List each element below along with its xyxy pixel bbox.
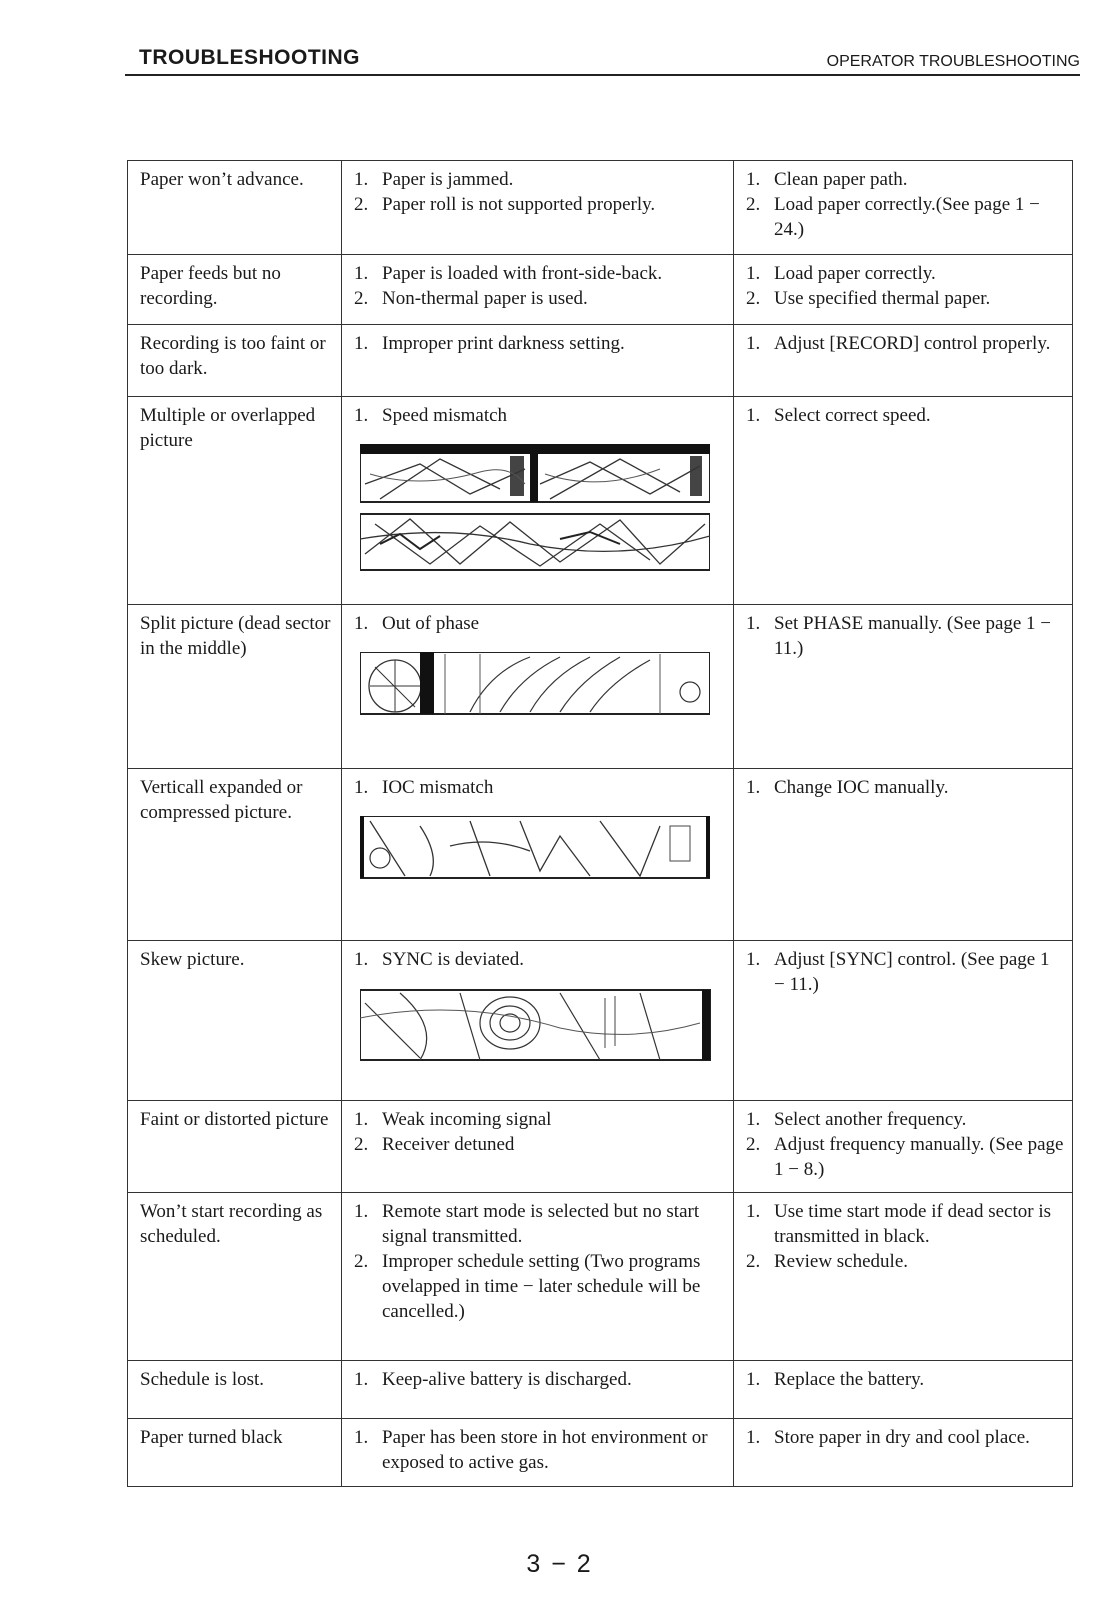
table-row bbox=[128, 325, 1073, 397]
list-item: 1. Replace the battery. bbox=[746, 1369, 925, 1390]
remedy-cell bbox=[734, 941, 1073, 1101]
list-item: 1. Adjust [SYNC] control. (See page 1 − 11.) bbox=[746, 949, 1050, 995]
remedy-cell bbox=[734, 255, 1073, 325]
table-row bbox=[128, 1193, 1073, 1361]
symptom-cell: Recording is too faint or too dark. bbox=[128, 325, 342, 397]
list-item: 1. Weak incoming signal bbox=[354, 1109, 552, 1130]
list-item: 2. Improper schedule setting (Two programs ovelapped in time − later schedule will be cancelled.) bbox=[354, 1251, 701, 1322]
skew-picture-sample bbox=[360, 988, 712, 1062]
cause-cell bbox=[342, 941, 734, 1101]
table-row bbox=[128, 161, 1073, 255]
list-item: 1. Select correct speed. bbox=[746, 405, 931, 426]
list-item: 2. Use specified thermal paper. bbox=[746, 288, 991, 309]
subsection-title: OPERATOR TROUBLESHOOTING bbox=[826, 53, 1080, 70]
table-row bbox=[128, 1419, 1073, 1487]
list-item: 1. Load paper correctly. bbox=[746, 263, 936, 284]
remedy-cell bbox=[734, 1193, 1073, 1361]
list-item: 2. Review schedule. bbox=[746, 1251, 909, 1272]
cause-cell bbox=[342, 161, 734, 255]
list-item: 1. Out of phase bbox=[354, 613, 480, 634]
list-item: 1. Speed mismatch bbox=[354, 405, 508, 426]
symptom-cell: Paper turned black bbox=[128, 1419, 342, 1487]
cause-cell bbox=[342, 255, 734, 325]
cause-cell bbox=[342, 1193, 734, 1361]
list-item: 1. SYNC is deviated. bbox=[354, 949, 524, 970]
list-item: 1. Select another frequency. bbox=[746, 1109, 967, 1130]
cause-cell bbox=[342, 769, 734, 941]
symptom-cell: Faint or distorted picture bbox=[128, 1101, 342, 1193]
table-row bbox=[128, 769, 1073, 941]
list-item: 1. Paper has been store in hot environment or exposed to active gas. bbox=[354, 1427, 708, 1473]
list-item: 2. Paper roll is not supported properly. bbox=[354, 194, 656, 215]
symptom-cell: Paper feeds but no recording. bbox=[128, 255, 342, 325]
list-item: 2. Receiver detuned bbox=[354, 1134, 515, 1155]
cause-cell bbox=[342, 1101, 734, 1193]
symptom-cell: Won’t start recording as scheduled. bbox=[128, 1193, 342, 1361]
list-item: 1. Remote start mode is selected but no start signal transmitted. bbox=[354, 1201, 700, 1247]
list-item: 1. Adjust [RECORD] control properly. bbox=[746, 333, 1051, 354]
table-row bbox=[128, 397, 1073, 605]
list-item: 1. Paper is loaded with front-side-back. bbox=[354, 263, 663, 284]
remedy-cell bbox=[734, 397, 1073, 605]
cause-cell bbox=[342, 605, 734, 769]
troubleshooting-table bbox=[127, 160, 1073, 1487]
section-title: TROUBLESHOOTING bbox=[139, 46, 360, 69]
cause-cell bbox=[342, 325, 734, 397]
overlapped-picture-sample bbox=[360, 444, 710, 574]
symptom-cell: Paper won’t advance. bbox=[128, 161, 342, 255]
remedy-cell bbox=[734, 769, 1073, 941]
page-number: 3 − 2 bbox=[526, 1550, 593, 1578]
list-item: 1. Use time start mode if dead sector is transmitted in black. bbox=[746, 1201, 1052, 1247]
page-header bbox=[125, 44, 1080, 76]
list-item: 2. Load paper correctly.(See page 1 − 24.) bbox=[746, 194, 1040, 240]
symptom-cell: Split picture (dead sector in the middle) bbox=[128, 605, 342, 769]
remedy-cell bbox=[734, 1361, 1073, 1419]
symptom-cell: Schedule is lost. bbox=[128, 1361, 342, 1419]
list-item: 2. Adjust frequency manually. (See page 1 − 8.) bbox=[746, 1134, 1064, 1180]
cause-cell bbox=[342, 1419, 734, 1487]
remedy-cell bbox=[734, 325, 1073, 397]
table-row bbox=[128, 941, 1073, 1101]
table-row bbox=[128, 1101, 1073, 1193]
expanded-picture-sample bbox=[360, 816, 710, 880]
split-picture-sample bbox=[360, 652, 710, 716]
list-item: 1. Set PHASE manually. (See page 1 − 11.) bbox=[746, 613, 1052, 659]
remedy-cell bbox=[734, 605, 1073, 769]
list-item: 1. IOC mismatch bbox=[354, 777, 494, 798]
symptom-cell: Multiple or overlapped picture bbox=[128, 397, 342, 605]
cause-cell bbox=[342, 397, 734, 605]
list-item: 1. Paper is jammed. bbox=[354, 169, 514, 190]
table-row bbox=[128, 605, 1073, 769]
remedy-cell bbox=[734, 161, 1073, 255]
remedy-cell bbox=[734, 1419, 1073, 1487]
table-row bbox=[128, 255, 1073, 325]
table-row bbox=[128, 1361, 1073, 1419]
list-item: 1. Clean paper path. bbox=[746, 169, 908, 190]
remedy-cell bbox=[734, 1101, 1073, 1193]
symptom-cell: Skew picture. bbox=[128, 941, 342, 1101]
list-item: 2. Non-thermal paper is used. bbox=[354, 288, 588, 309]
symptom-cell: Verticall expanded or compressed picture. bbox=[128, 769, 342, 941]
list-item: 1. Keep-alive battery is discharged. bbox=[354, 1369, 632, 1390]
list-item: 1. Change IOC manually. bbox=[746, 777, 949, 798]
list-item: 1. Improper print darkness setting. bbox=[354, 333, 625, 354]
list-item: 1. Store paper in dry and cool place. bbox=[746, 1427, 1030, 1448]
cause-cell bbox=[342, 1361, 734, 1419]
